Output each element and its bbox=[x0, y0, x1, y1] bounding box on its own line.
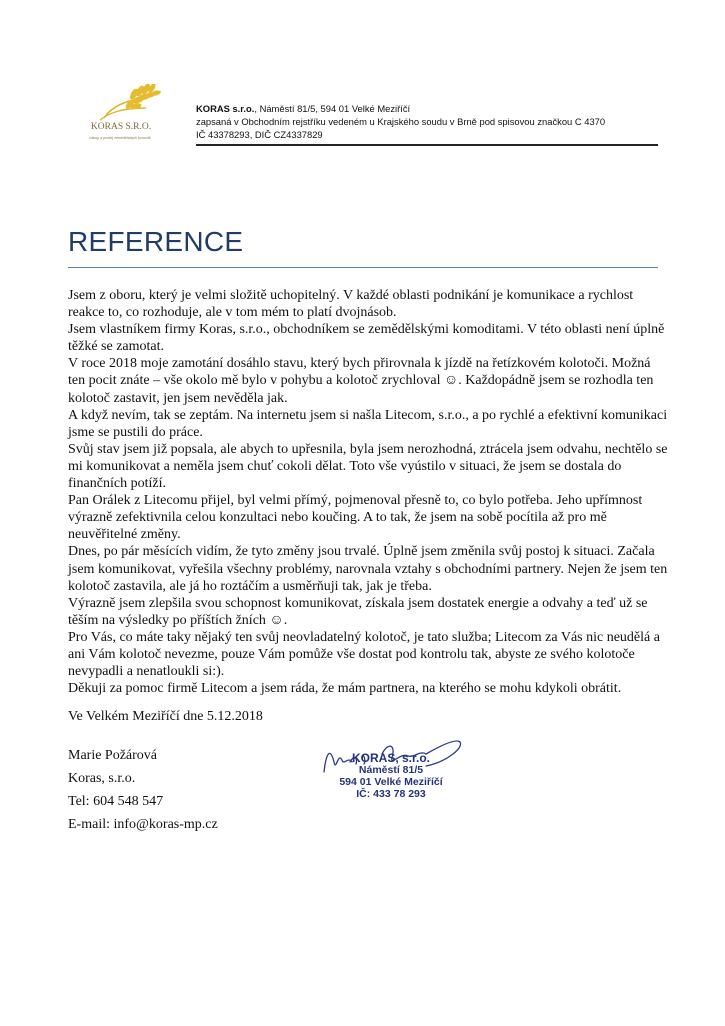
company-address-text: , Náměstí 81/5, 594 01 Velké Meziříčí bbox=[254, 103, 411, 114]
stamp-ic: IČ: 433 78 293 bbox=[356, 788, 426, 800]
paragraph: V roce 2018 moje zamotání dosáhlo stavu, který bych přirovnala k jízdě na řetízkovém kolotoči. Možná ten pocit znáte – vše okolo mě bylo v pohybu a kolotoč zrychloval ☺. Každopádně jsem se rozhodla ten kolotoč zastavit, jen jsem nevěděla jak. bbox=[68, 356, 654, 406]
logo-name: KORAS S.R.O. bbox=[90, 122, 152, 132]
paragraph: Pan Orálek z Litecomu přijel, byl velmi přímý, pojmenoval přesně to, co bylo potřeba. Jeho upřímnost výrazně zefektivnila celou konzultaci nebo koučing. A to tak, že jsem na sobě pocítila až pro mě neuvěřitelné změny. bbox=[68, 493, 643, 543]
company-stamp bbox=[316, 732, 466, 828]
paragraph: Pro Vás, co máte taky nějaký ten svůj neovladatelný kolotoč, je tato služba; Litecom za Vás nic neudělá a ani Vám kolotoč nevezme, pouze Vám pomůže vše dostat pod kontrolu tak, abyste ze svého kolotoče nevypadli a nenatloukli si:). bbox=[68, 629, 660, 680]
title-divider bbox=[68, 267, 658, 268]
company-name: KORAS s.r.o. bbox=[196, 103, 255, 114]
letter-body bbox=[68, 287, 668, 697]
signer-email: E-mail: info@koras-mp.cz bbox=[68, 817, 218, 832]
paragraph: Jsem z oboru, který je velmi složitě uchopitelný. V každé oblasti podnikání je komunikace a rychlost reakce to, co rozhoduje, ale v tom mém to platí dvojnásob. bbox=[68, 288, 634, 321]
signature-block bbox=[68, 744, 218, 836]
paragraph: Jsem vlastníkem firmy Koras, s.r.o., obchodníkem se zemědělskými komoditami. V této oblasti není úplně těžké se zamotat. bbox=[68, 322, 665, 355]
stamp-city: 594 01 Velké Meziříčí bbox=[339, 776, 443, 788]
paragraph: Svůj stav jsem již popsala, ale abych to upřesnila, byla jsem nerozhodná, ztrácela jsem odvahu, nechtělo se mi komunikovat a neměla jsem chuť cokoli dělat. Toto vše vyústilo v situaci, že jsem se dostala do finančních potíží. bbox=[68, 441, 668, 492]
paragraph: Dnes, po pár měsících vidím, že tyto změny jsou trvalé. Úplně jsem změnila svůj postoj k situaci. Začala jsem komunikovat, vyřešila všechny problémy, narovnala vztahy s obchodními partnery. Nejen že jsem ten kolotoč zastavila, ale já ho roztáčím a usměrňuji tak, jak je třeba. bbox=[68, 544, 668, 594]
signer-name: Marie Požárová bbox=[68, 748, 158, 763]
company-registration: zapsaná v Obchodním rejstříku vedeném u Krajského soudu v Brně pod spisovou značkou C 4370 bbox=[196, 116, 606, 127]
header-divider bbox=[196, 144, 658, 146]
document-title: REFERENCE bbox=[68, 226, 244, 257]
signer-phone: Tel: 604 548 547 bbox=[68, 794, 164, 809]
company-logo bbox=[64, 84, 170, 164]
paragraph: A když nevím, tak se zeptám. Na internetu jsem si našla Litecom, s.r.o., a po rychlé a efektivní komunikaci jsme se pustili do práce. bbox=[68, 407, 668, 440]
company-ids: IČ 43378293, DIČ CZ4337829 bbox=[196, 129, 323, 140]
company-address bbox=[196, 102, 658, 115]
stamp-street: Náměstí 81/5 bbox=[358, 764, 424, 776]
company-header bbox=[196, 102, 658, 141]
paragraph: Děkuji za pomoc firmě Litecom a jsem ráda, že mám partnera, na kterého se mohu kdykoli obrátit. bbox=[68, 681, 622, 697]
stamp-text bbox=[316, 752, 466, 800]
logo-tagline: nákup a prodej zemědělských komodit bbox=[89, 136, 151, 140]
place-date: Ve Velkém Meziříčí dne 5.12.2018 bbox=[68, 709, 263, 724]
stamp-company: KORAS, s.r.o. bbox=[351, 751, 431, 765]
signer-company: Koras, s.r.o. bbox=[68, 771, 136, 786]
paragraph: Výrazně jsem zlepšila svou schopnost komunikovat, získala jsem dostatek energie a odvahy a teď už se těším na výsledky po příštích žních ☺. bbox=[68, 595, 648, 628]
